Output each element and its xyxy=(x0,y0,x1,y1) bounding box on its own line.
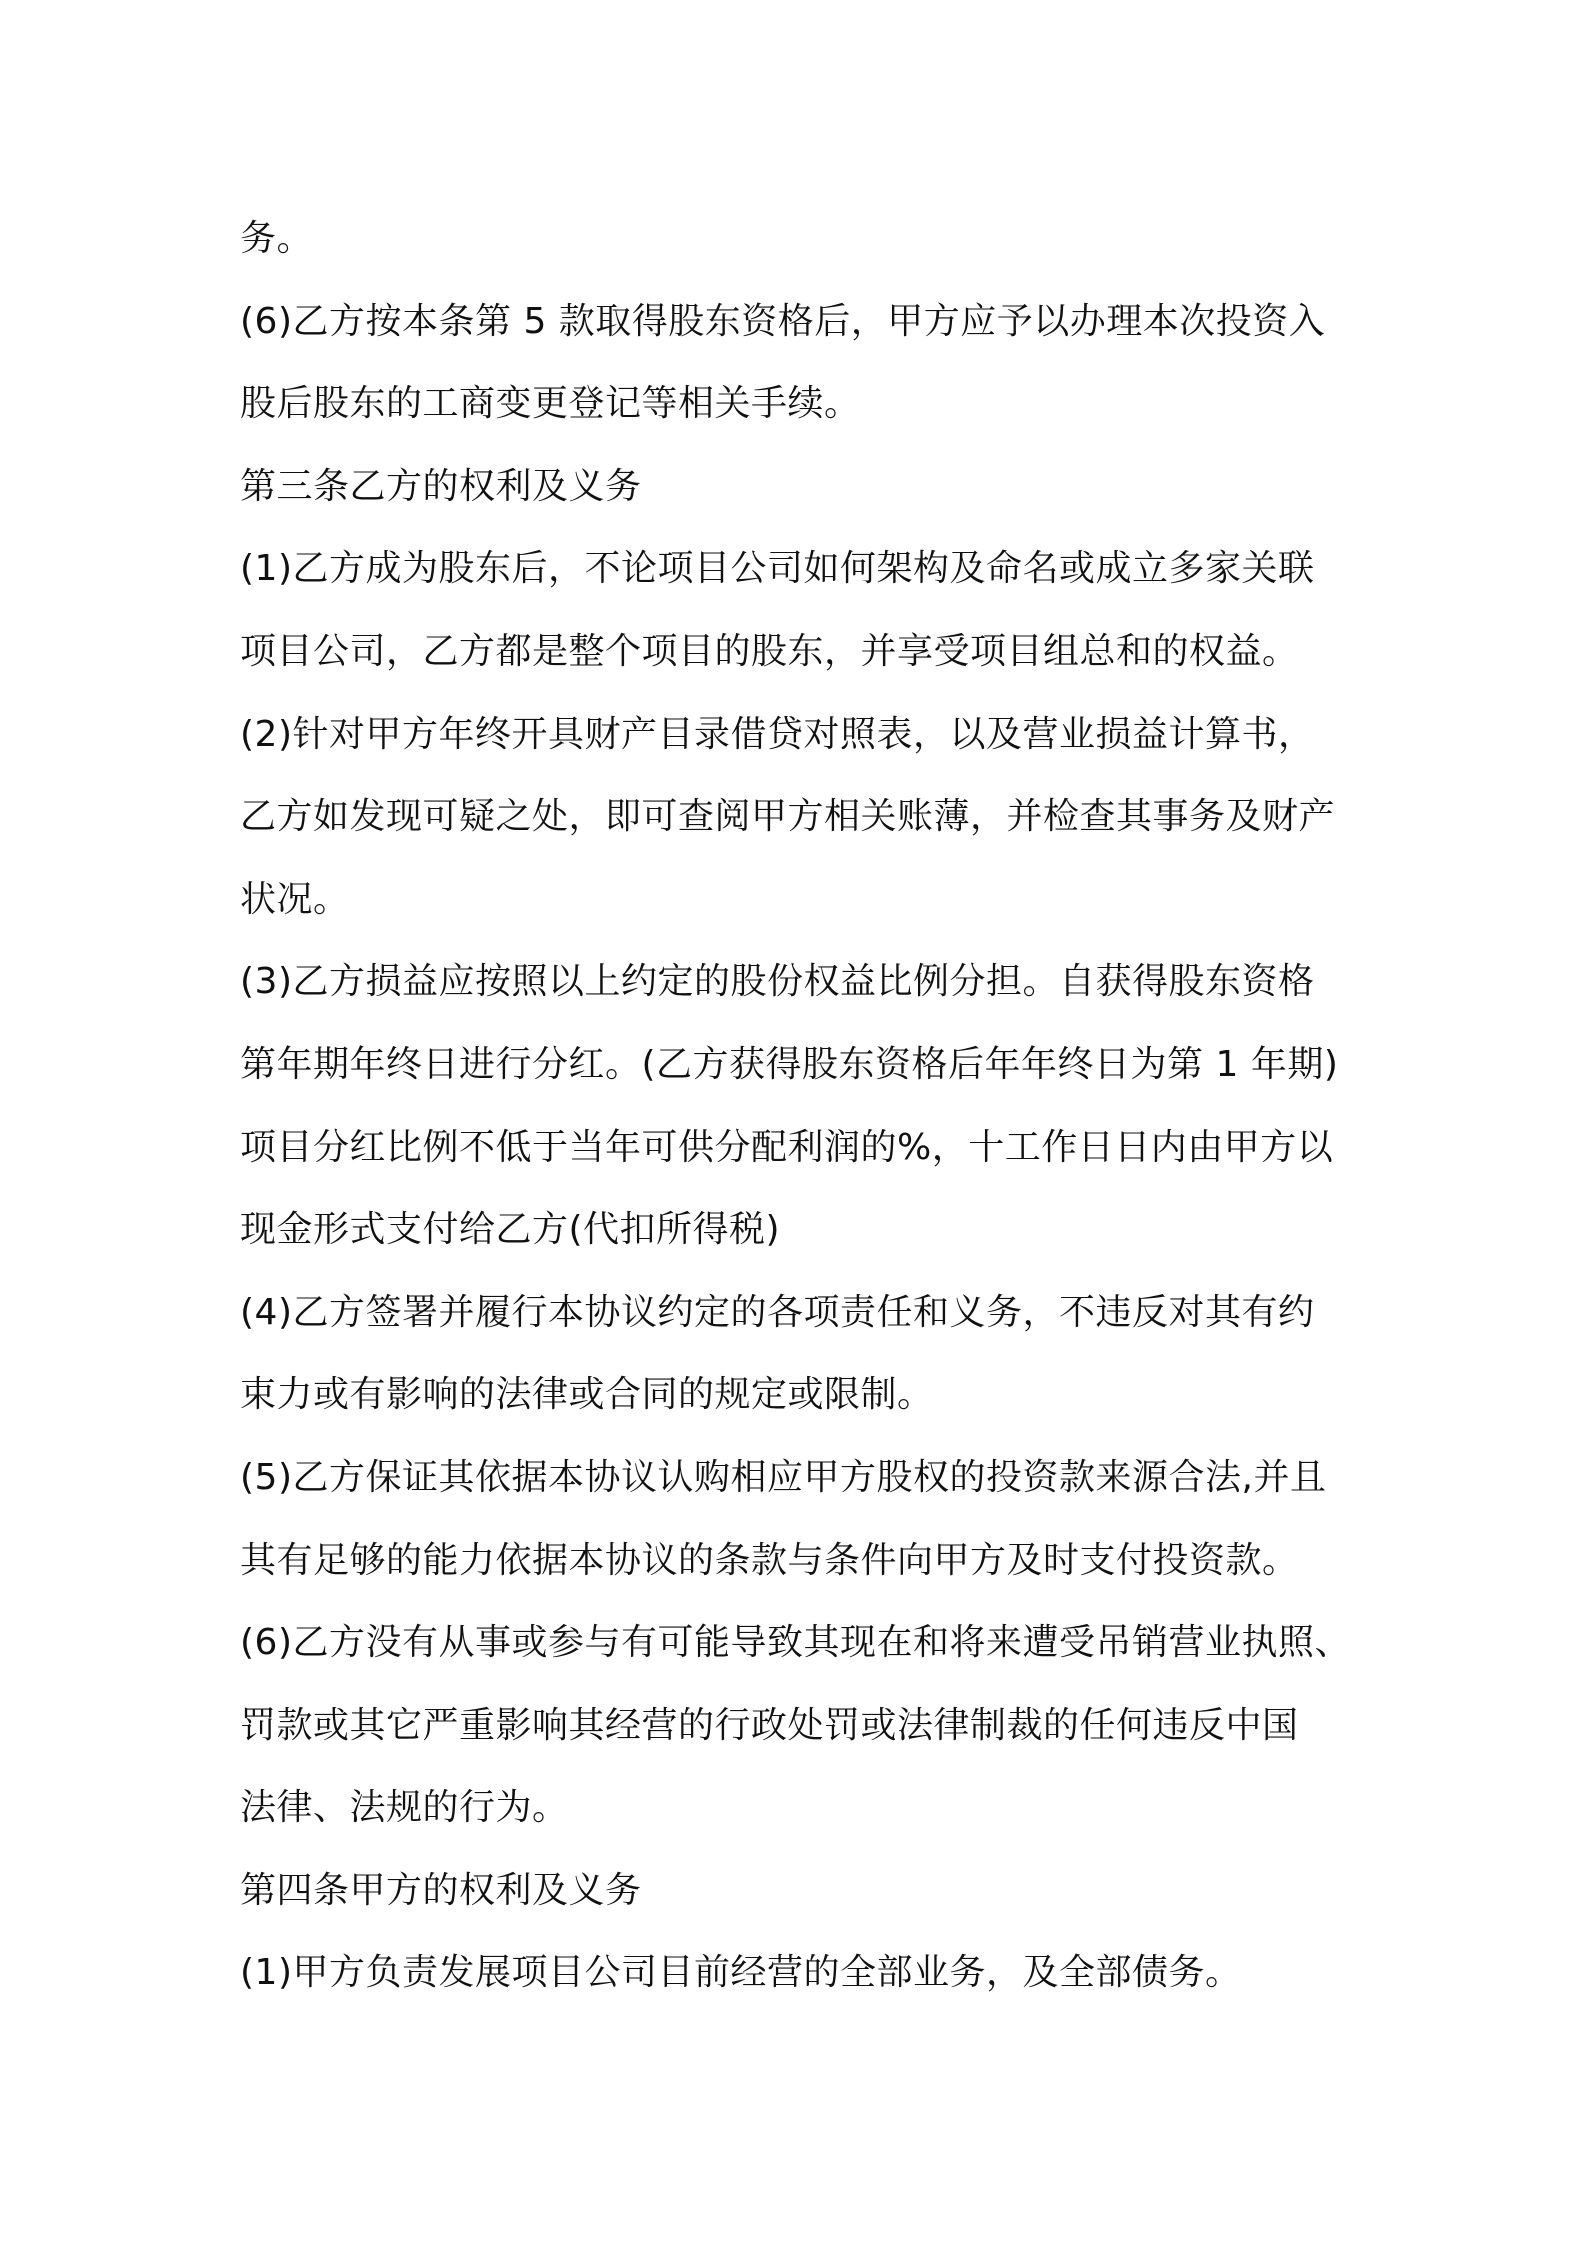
text-line-12: 项目分红比例不低于当年可供分配利润的%，十工作日日内由甲方以 xyxy=(240,1126,1334,1168)
text-line-13: 现金形式支付给乙方(代扣所得税) xyxy=(240,1209,781,1251)
text-line-17: 其有足够的能力依据本协议的条款与条件向甲方及时支付投资款。 xyxy=(240,1539,1299,1581)
text-line-9: 状况。 xyxy=(240,878,350,920)
text-line-16: (5)乙方保证其依据本协议认购相应甲方股权的投资款来源合法,并且 xyxy=(240,1456,1327,1498)
text-line-8: 乙方如发现可疑之处，即可查阅甲方相关账薄，并检查其事务及财产 xyxy=(240,796,1336,838)
text-line-3: 股后股东的工商变更登记等相关手续。 xyxy=(240,383,861,425)
text-line-11: 第年期年终日进行分红。(乙方获得股东资格后年年终日为第 1 年期) xyxy=(240,1043,1339,1085)
text-line-18: (6)乙方没有从事或参与有可能导致其现在和将来遭受吊销营业执照、 xyxy=(240,1622,1351,1664)
text-line-10: (3)乙方损益应按照以上约定的股份权益比例分担。自获得股东资格 xyxy=(240,961,1315,1003)
text-line-14: (4)乙方签署并履行本协议约定的各项责任和义务，不违反对其有约 xyxy=(240,1291,1315,1333)
text-line-6: 项目公司，乙方都是整个项目的股东，并享受项目组总和的权益。 xyxy=(240,630,1299,672)
text-line-19: 罚款或其它严重影响其经营的行政处罚或法律制裁的任何违反中国 xyxy=(240,1704,1299,1746)
section-heading-article-4: 第四条甲方的权利及义务 xyxy=(240,1869,642,1911)
text-line-1: 务。 xyxy=(240,218,314,259)
text-line-7: (2)针对甲方年终开具财产目录借贷对照表，以及营业损益计算书， xyxy=(240,713,1315,755)
document-body xyxy=(240,198,1370,2015)
text-line-15: 束力或有影响的法律或合同的规定或限制。 xyxy=(240,1374,934,1416)
text-line-5: (1)乙方成为股东后，不论项目公司如何架构及命名或成立多家关联 xyxy=(240,548,1315,590)
text-line-2: (6)乙方按本条第 5 款取得股东资格后，甲方应予以办理本次投资入 xyxy=(240,300,1326,342)
text-line-22: (1)甲方负责发展项目公司目前经营的全部业务，及全部债务。 xyxy=(240,1952,1242,1994)
text-line-20: 法律、法规的行为。 xyxy=(240,1787,569,1829)
section-heading-article-3: 第三条乙方的权利及义务 xyxy=(240,465,642,507)
